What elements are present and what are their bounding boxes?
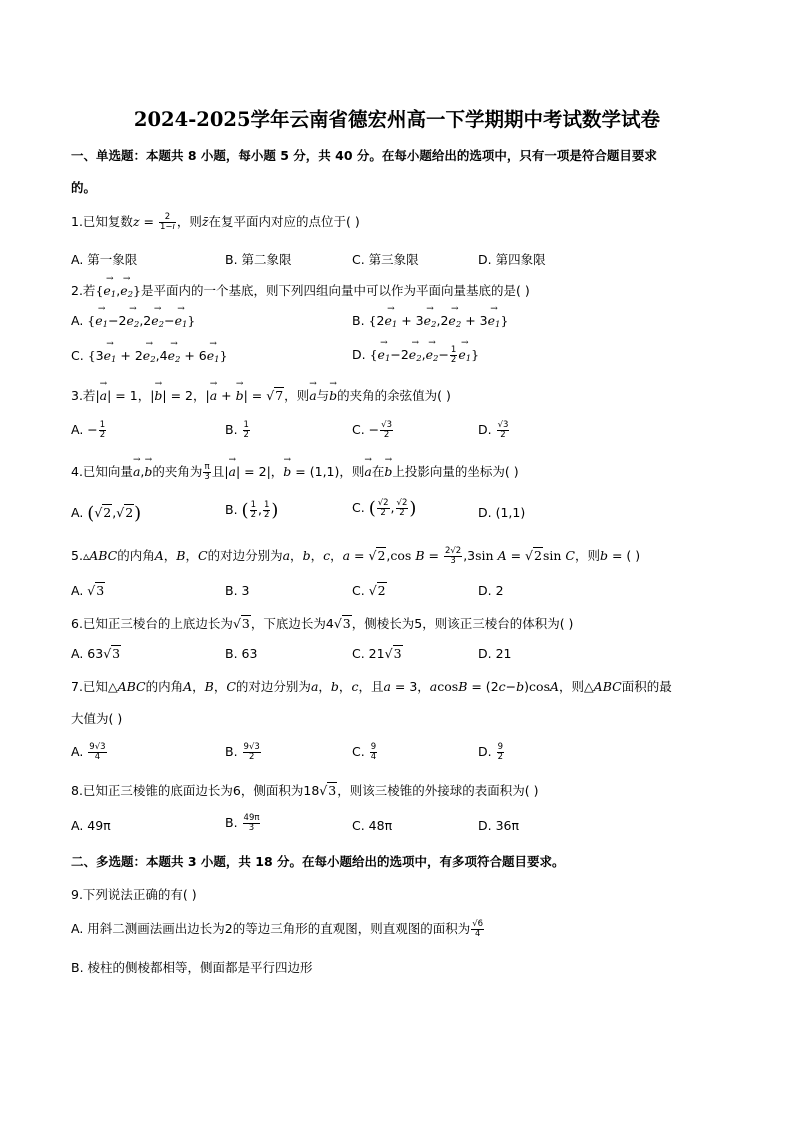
q7-option-d: D. $\frac{9}{2}$ xyxy=(478,742,503,762)
q8-option-a: A. 49π xyxy=(71,818,111,833)
question-3: 3.若|→ a| = 1，|→ b| = 2，|→ a + → b| = √7，则→ a与→ b的夹角的余弦值为( ) xyxy=(71,386,451,404)
question-4: 4.已知向量→ a,→ b的夹角为 $\frac{\pi}{3}$ 且|→ a| = 2|，→ b = (1,1)，则→ a在→ b上投影向量的坐标为( ) xyxy=(71,462,519,482)
q5-option-c: C. √2 xyxy=(352,583,386,598)
q1-option-d: D. 第四象限 xyxy=(478,252,546,267)
q4-option-c: C. ( $\frac{√2}{2}$ , $\frac{√2}{2}$ ) xyxy=(352,498,417,519)
q3-option-c: C. − $\frac{√3}{2}$ xyxy=(352,420,392,440)
page-title: 2024-2025学年云南省德宏州高一下学期期中考试数学试卷 xyxy=(133,108,661,131)
question-5: 5.▵ABC的内角A，B，C的对边分别为a，b，c，a = √2,cos B = $\frac{2√2}{3}$ ,3sin A = √2sin C，则b = ( ) xyxy=(71,546,641,566)
q5-option-d: D. 2 xyxy=(478,583,504,598)
question-2: 2.若{→ $e_1,\to e_2$}是平面内的一个基底，则下列四组向量中可以作为平面向量基底的是( ) xyxy=(71,281,530,300)
q6-option-a: A. 63√3 xyxy=(71,646,121,661)
q4-option-d: D. (1,1) xyxy=(478,505,526,520)
q3-option-d: D. $\frac{√3}{2}$ xyxy=(478,420,509,440)
q6-option-d: D. 21 xyxy=(478,646,512,661)
q8-option-c: C. 48π xyxy=(352,818,393,833)
q4-option-b: B. ( $\frac{1}{2}$ , $\frac{1}{2}$ ) xyxy=(225,500,279,521)
q8-option-b: B. $\frac{49\pi}{3}$ xyxy=(225,813,260,833)
question-6: 6.已知正三棱台的上底边长为√3，下底边长为4√3，侧棱长为5，则该正三棱台的体积为( ) xyxy=(71,616,574,631)
q5-option-a: A. √3 xyxy=(71,583,105,598)
q4-option-a: A. (√2,√2) xyxy=(71,503,142,524)
q1-option-a: A. 第一象限 xyxy=(71,252,138,267)
section-1-heading-cont: 的。 xyxy=(71,180,97,195)
q1-option-b: B. 第二象限 xyxy=(225,252,292,267)
q1-option-c: C. 第三象限 xyxy=(352,252,419,267)
q9-option-b: B. 棱柱的侧棱都相等，侧面都是平行四边形 xyxy=(71,960,313,975)
section-2-heading: 二、多选题：本题共 3 小题，共 18 分。在每小题给出的选项中，有多项符合题目要求。 xyxy=(71,854,565,869)
q7-option-c: C. $\frac{9}{4}$ xyxy=(352,742,377,762)
q3-option-a: A. − $\frac{1}{2}$ xyxy=(71,420,106,440)
question-9: 9.下列说法正确的有( ) xyxy=(71,887,197,902)
q7-option-b: B. $\frac{9√3}{2}$ xyxy=(225,742,260,762)
q2-option-b: B. $\{2\to e_1 + 3\to e_2,2\to e_2 + 3\to e_1\}$ xyxy=(352,313,508,330)
q2-option-d: D. {→ $e_1-2\to e_2,\to e_2-$ $\frac{1}{2}$ → $e_1$} xyxy=(352,346,479,365)
q9-option-a: A. 用斜二测画法画出边长为2的等边三角形的直观图，则直观图的面积为 $\frac{√6}{4}$ xyxy=(71,919,484,939)
question-7-cont: 大值为( ) xyxy=(71,711,123,726)
q2-option-c: C. $\{3\to e_1 + 2\to e_2,4\to e_2 + 6\to e_1\}$ xyxy=(71,348,228,365)
q3-option-b: B. $\frac{1}{2}$ xyxy=(225,420,249,440)
q7-option-a: A. $\frac{9√3}{4}$ xyxy=(71,742,106,762)
q2-option-a: A. {→ $e_1-2\to e_2,2\to e_2-\to e_1$} xyxy=(71,313,195,330)
question-1: 1.已知复数z = $\frac{2}{1-i}$ ，则z̄在复平面内对应的点位于( ) xyxy=(71,212,360,232)
question-7: 7.已知△ABC的内角A，B，C的对边分别为a，b，c，且a = 3，acosB = (2c−b)cosA，则△ABC面积的最 xyxy=(71,679,672,694)
section-1-heading: 一、单选题：本题共 8 小题，每小题 5 分，共 40 分。在每小题给出的选项中，只有一项是符合题目要求 xyxy=(71,148,657,163)
q6-option-c: C. 21√3 xyxy=(352,646,402,661)
q5-option-b: B. 3 xyxy=(225,583,250,598)
q6-option-b: B. 63 xyxy=(225,646,258,661)
q8-option-d: D. 36π xyxy=(478,818,520,833)
question-8: 8.已知正三棱锥的底面边长为6，侧面积为18√3，则该三棱锥的外接球的表面积为( ) xyxy=(71,783,539,798)
